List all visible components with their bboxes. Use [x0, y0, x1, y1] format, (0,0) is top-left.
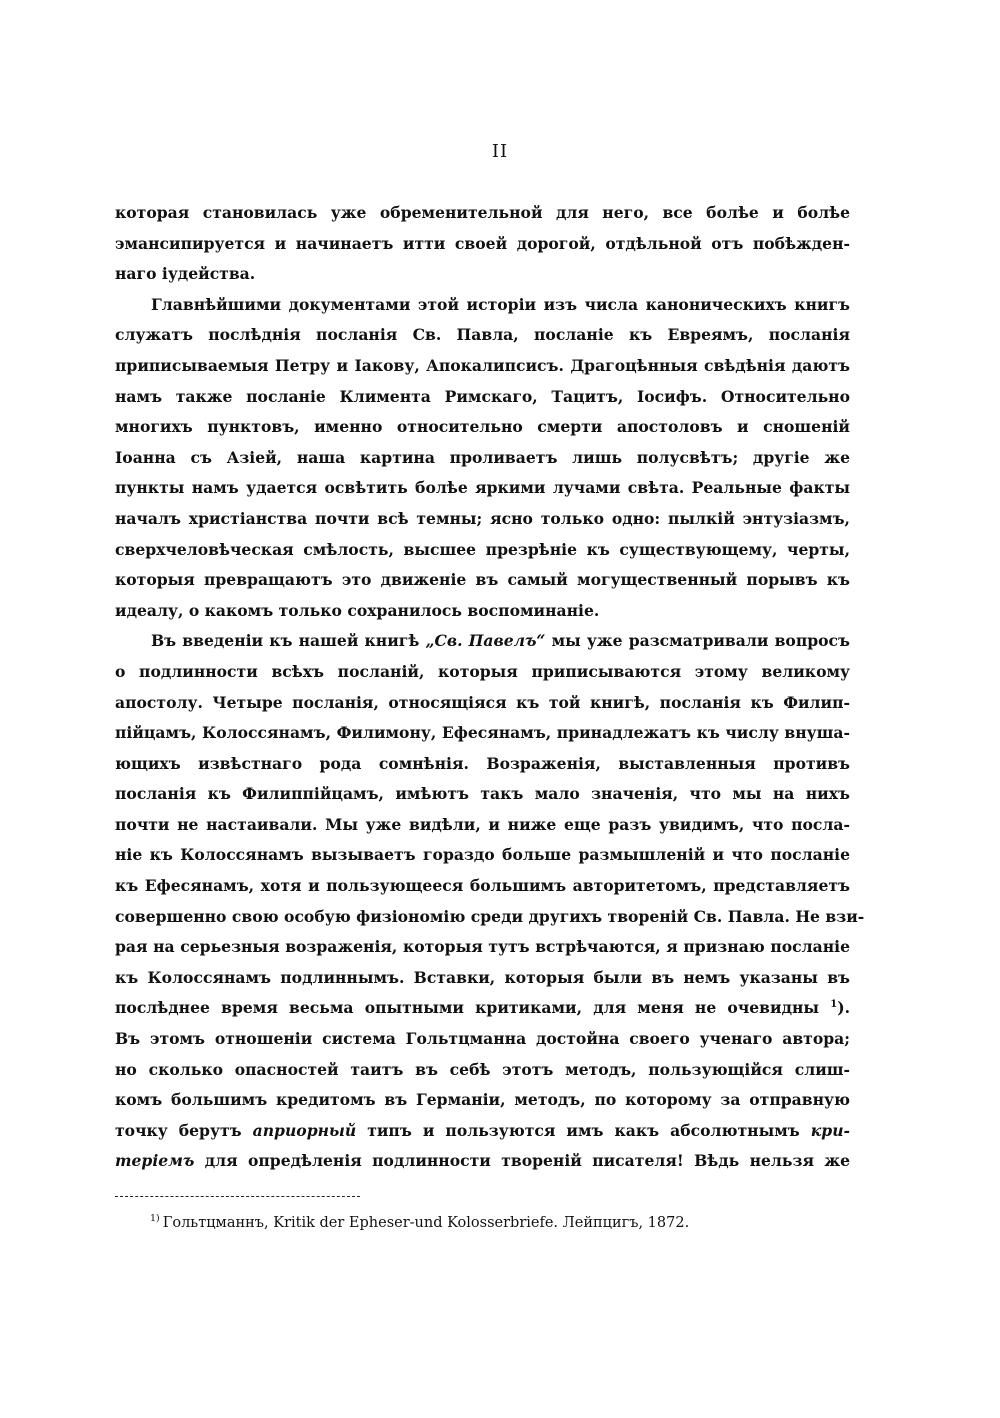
text-line: которыя превращаютъ это движеніе въ самый могущественный порывъ къ — [115, 570, 850, 590]
text-segment: мы уже разсматривали вопросъ — [551, 631, 850, 651]
text-line: къ Колоссянамъ подлиннымъ. Вставки, которыя были въ немъ указаны въ — [115, 967, 850, 987]
text-line: сверхчеловѣческая смѣлость, высшее презрѣніе къ существующему, черты, — [115, 539, 850, 559]
text-line: рая на серьезныя возраженія, которыя тутъ встрѣчаются, я признаю посланіе — [115, 937, 850, 957]
text-line: Главнѣйшими документами этой исторіи изъ числа каноническихъ книгъ — [151, 294, 850, 314]
footnote-text: Гольтцманнъ, Kritik der Epheser-und Kolosserbriefe. Лейпцигъ, 1872. — [162, 1215, 690, 1231]
text-line: Въ этомъ отношеніи система Гольтцманна достойна своего ученаго автора; — [115, 1029, 850, 1049]
footnote — [150, 1213, 850, 1233]
footnote-reference: 1 — [830, 999, 838, 1011]
text-line — [115, 626, 850, 657]
text-line: многихъ пунктовъ, именно относительно смерти апостоловъ и сношеній — [115, 417, 850, 437]
text-line: идеалу, о какомъ только сохранилось воспоминаніе. — [115, 600, 600, 620]
text-segment: для опредѣленія подлинности твореній писателя! Вѣдь нельзя же — [204, 1151, 850, 1171]
text-line: къ Ефесянамъ, хотя и пользующееся большимъ авторитетомъ, представляетъ — [115, 876, 850, 896]
text-line: пункты намъ удается освѣтить болѣе яркими лучами свѣта. Реальные факты — [115, 478, 850, 498]
text-line: началъ христіанства почти всѣ темны; ясно только одно: пылкій энтузіазмъ, — [115, 508, 850, 528]
text-segment: точку берутъ — [115, 1120, 242, 1140]
text-line: которая становилась уже обременительной для него, все болѣе и болѣе — [115, 203, 850, 222]
text-line: о подлинности всѣхъ посланій, которыя приписываются этому великому — [115, 661, 850, 681]
text-line — [115, 993, 850, 1024]
text-segment: ). — [837, 998, 850, 1018]
text-line: эмансипируется и начинаетъ итти своей дорогой, отдѣльной отъ побѣжден- — [115, 233, 850, 253]
text-line: но сколько опасностей таитъ въ себѣ этотъ методъ, пользующійся слиш- — [115, 1059, 850, 1079]
text-line: приписываемыя Петру и Іакову, Апокалипсисъ. Драгоцѣнныя свѣдѣнія даютъ — [115, 355, 850, 375]
emphasis-text: априорный — [252, 1120, 357, 1140]
emphasis-text: кри- — [810, 1120, 851, 1140]
text-line: Іоанна съ Азіей, наша картина проливаетъ лишь полусвѣтъ; другіе же — [115, 447, 850, 467]
text-segment: послѣднее время весьма опытными критиками, для меня не очевидны — [115, 998, 820, 1018]
text-segment: Въ введеніи къ нашей книгѣ — [151, 631, 420, 651]
text-line — [115, 1146, 850, 1177]
footnote-marker: 1) — [150, 1213, 160, 1225]
text-line: пійцамъ, Колоссянамъ, Филимону, Ефесянамъ, принадлежатъ къ числу внуша- — [115, 723, 850, 743]
text-line: ющихъ извѣстнаго рода сомнѣнія. Возраженія, выставленныя противъ — [115, 753, 850, 773]
text-line: почти не настаивали. Мы уже видѣли, и ниже еще разъ увидимъ, что посла- — [115, 814, 850, 834]
text-line — [115, 1116, 850, 1147]
text-line: наго іудейства. — [115, 264, 256, 284]
footnote-divider — [115, 1196, 360, 1197]
text-line: комъ большимъ кредитомъ въ Германіи, методъ, по которому за отправную — [115, 1090, 850, 1110]
page-number: II — [491, 141, 509, 162]
book-title: „Св. Павелъ“ — [425, 631, 546, 651]
emphasis-text: теріемъ — [115, 1151, 195, 1171]
text-line: совершенно свою особую физіономію среди другихъ твореній Св. Павла. Не взи- — [115, 906, 865, 926]
text-line: посланія къ Филиппійцамъ, имѣютъ такъ мало значенія, что мы на нихъ — [115, 784, 850, 804]
text-line: намъ также посланіе Климента Римскаго, Тацитъ, Іосифъ. Относительно — [115, 386, 850, 406]
text-line: служатъ послѣднія посланія Св. Павла, посланіе къ Евреямъ, посланія — [115, 325, 850, 345]
text-segment: типъ и пользуются имъ какъ абсолютнымъ — [367, 1120, 800, 1140]
text-line: апостолу. Четыре посланія, относящіяся къ той книгѣ, посланія къ Филип- — [115, 692, 850, 712]
text-line: ніе къ Колоссянамъ вызываетъ гораздо больше размышленій и что посланіе — [115, 845, 850, 865]
body-text — [115, 198, 865, 1177]
